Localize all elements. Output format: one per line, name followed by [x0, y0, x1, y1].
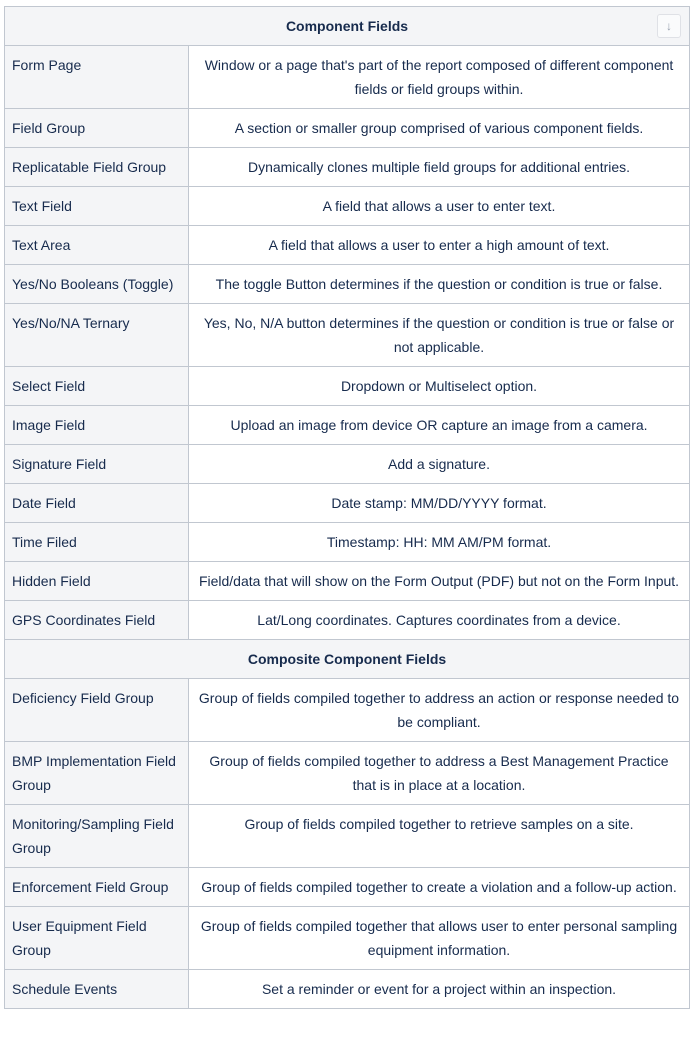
field-description-cell: A field that allows a user to enter a high amount of text. — [189, 226, 690, 265]
field-description-cell: Group of fields compiled together to create a violation and a follow-up action. — [189, 868, 690, 907]
field-name-cell: Enforcement Field Group — [5, 868, 189, 907]
field-name-cell: Select Field — [5, 367, 189, 406]
field-description-cell: Dropdown or Multiselect option. — [189, 367, 690, 406]
section-header-row — [5, 640, 690, 679]
field-description-cell: Window or a page that's part of the report composed of different component fields or field groups within. — [189, 46, 690, 109]
field-name-cell: Text Area — [5, 226, 189, 265]
field-description-cell: A field that allows a user to enter text. — [189, 187, 690, 226]
field-name-cell: Signature Field — [5, 445, 189, 484]
table-row — [5, 868, 690, 907]
field-description-cell: Group of fields compiled together to retrieve samples on a site. — [189, 805, 690, 868]
field-name-cell: GPS Coordinates Field — [5, 601, 189, 640]
field-description-cell: Timestamp: HH: MM AM/PM format. — [189, 523, 690, 562]
field-description-cell: Group of fields compiled together to address an action or response needed to be compliant. — [189, 679, 690, 742]
sort-button[interactable] — [657, 14, 681, 38]
table-row — [5, 367, 690, 406]
field-description-cell: Lat/Long coordinates. Captures coordinates from a device. — [189, 601, 690, 640]
table-row — [5, 562, 690, 601]
table-row — [5, 187, 690, 226]
section-header-row — [5, 7, 690, 46]
field-name-cell: Monitoring/Sampling Field Group — [5, 805, 189, 868]
field-name-cell: Time Filed — [5, 523, 189, 562]
field-name-cell: Replicatable Field Group — [5, 148, 189, 187]
field-name-cell: Field Group — [5, 109, 189, 148]
field-name-cell: Form Page — [5, 46, 189, 109]
table-row — [5, 109, 690, 148]
table-row — [5, 970, 690, 1009]
table-body — [5, 7, 690, 1009]
component-fields-table-wrapper — [4, 6, 689, 1009]
field-name-cell: Hidden Field — [5, 562, 189, 601]
field-description-cell: Group of fields compiled together that allows user to enter personal sampling equipment information. — [189, 907, 690, 970]
table-row — [5, 148, 690, 187]
arrow-down-icon: ↓ — [666, 19, 672, 33]
field-name-cell: Yes/No/NA Ternary — [5, 304, 189, 367]
section-heading — [5, 640, 690, 679]
table-row — [5, 742, 690, 805]
field-name-cell: User Equipment Field Group — [5, 907, 189, 970]
field-name-cell: Text Field — [5, 187, 189, 226]
field-name-cell: Yes/No Booleans (Toggle) — [5, 265, 189, 304]
field-description-cell: Upload an image from device OR capture an image from a camera. — [189, 406, 690, 445]
field-description-cell: Add a signature. — [189, 445, 690, 484]
table-row — [5, 304, 690, 367]
field-name-cell: Schedule Events — [5, 970, 189, 1009]
table-row — [5, 523, 690, 562]
field-description-cell: Set a reminder or event for a project within an inspection. — [189, 970, 690, 1009]
field-description-cell: Yes, No, N/A button determines if the question or condition is true or false or not applicable. — [189, 304, 690, 367]
field-description-cell: Group of fields compiled together to address a Best Management Practice that is in place at a location. — [189, 742, 690, 805]
field-description-cell: A section or smaller group comprised of various component fields. — [189, 109, 690, 148]
field-description-cell: The toggle Button determines if the question or condition is true or false. — [189, 265, 690, 304]
field-name-cell: BMP Implementation Field Group — [5, 742, 189, 805]
table-row — [5, 265, 690, 304]
table-row — [5, 46, 690, 109]
table-row — [5, 907, 690, 970]
table-row — [5, 601, 690, 640]
table-row — [5, 679, 690, 742]
field-description-cell: Dynamically clones multiple field groups for additional entries. — [189, 148, 690, 187]
table-row — [5, 805, 690, 868]
field-description-cell: Date stamp: MM/DD/YYYY format. — [189, 484, 690, 523]
table-row — [5, 226, 690, 265]
component-fields-table — [4, 6, 690, 1009]
field-name-cell: Date Field — [5, 484, 189, 523]
table-row — [5, 445, 690, 484]
field-name-cell: Deficiency Field Group — [5, 679, 189, 742]
table-row — [5, 406, 690, 445]
section-heading-text: Component Fields — [285, 18, 409, 34]
field-description-cell: Field/data that will show on the Form Output (PDF) but not on the Form Input. — [189, 562, 690, 601]
section-heading-text: Composite Component Fields — [247, 651, 447, 667]
section-heading — [5, 7, 690, 46]
table-row — [5, 484, 690, 523]
field-name-cell: Image Field — [5, 406, 189, 445]
